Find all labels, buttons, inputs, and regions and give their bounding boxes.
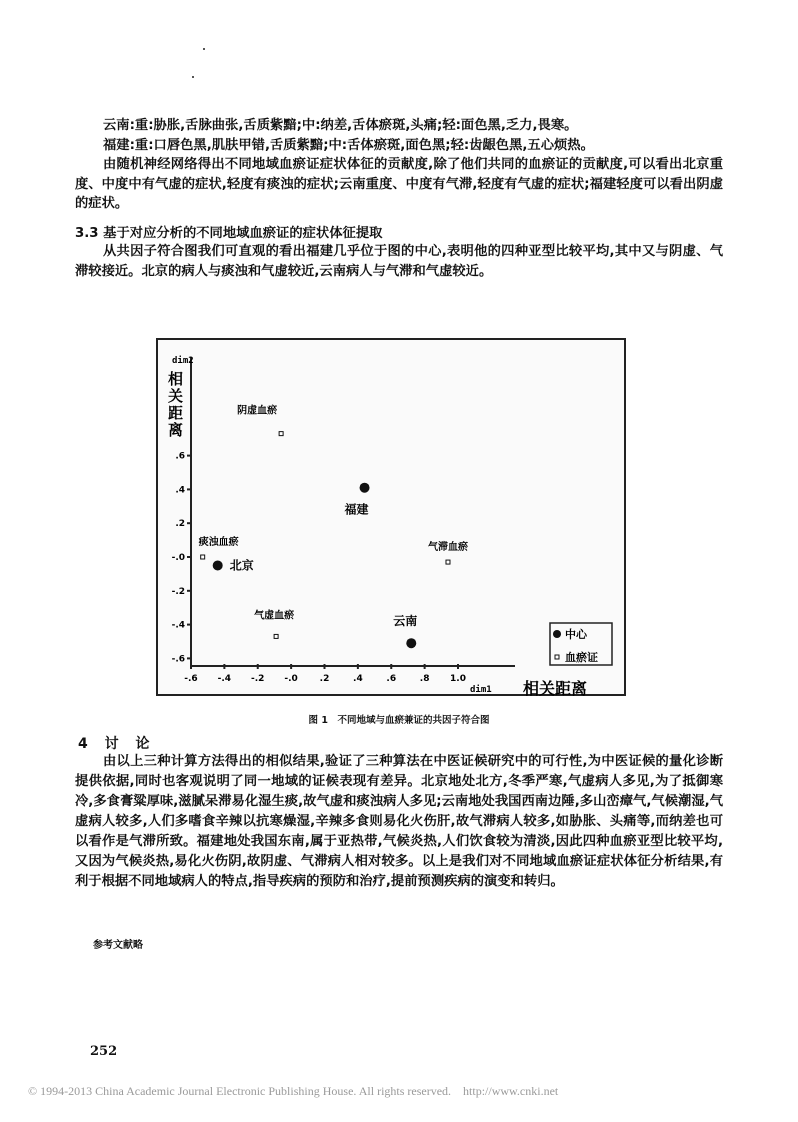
y-tick-label: .2 bbox=[175, 519, 185, 530]
x-tick-label: -.4 bbox=[217, 674, 232, 684]
y-axis-label-cn-char: 关 bbox=[168, 387, 184, 405]
data-point-label: 气虚血瘀 bbox=[254, 610, 295, 622]
x-axis-label: dim1 bbox=[470, 685, 492, 695]
y-tick-label: .4 bbox=[175, 485, 185, 496]
y-tick-label: -.4 bbox=[171, 620, 185, 631]
section-heading-4: 4 讨 论 bbox=[78, 736, 156, 752]
data-point-syndrome bbox=[446, 560, 450, 564]
data-point-label: 北京 bbox=[229, 558, 254, 573]
x-axis-label-cn: 相关距离 bbox=[523, 679, 588, 698]
data-point-center bbox=[406, 638, 416, 648]
legend-marker-syndrome bbox=[555, 655, 559, 659]
figure-caption: 图 1 不同地域与血瘀兼证的共因子符合图 bbox=[308, 715, 490, 726]
scan-speck bbox=[192, 76, 194, 78]
x-tick-label: .8 bbox=[419, 674, 430, 684]
correspondence-plot bbox=[155, 337, 629, 699]
y-tick-label: -.2 bbox=[171, 586, 185, 597]
legend-marker-center bbox=[553, 630, 561, 638]
scan-speck bbox=[203, 48, 205, 50]
data-point-center bbox=[213, 560, 223, 570]
y-axis-label-cn-char: 距 bbox=[168, 404, 184, 422]
paragraph-correspondence: 从共因子符合图我们可直观的看出福建几乎位于图的中心,表明他的四种亚型比较平均,其中又与阴虚、气滞较接近。北京的病人与痰浊和气虚较近,云南病人与气滞和气虚较近。 bbox=[75, 244, 723, 279]
x-tick-label: .2 bbox=[319, 674, 330, 684]
paragraph-discussion: 由以上三种计算方法得出的相似结果,验证了三种算法在中医证候研究中的可行性,为中医证候的量化诊断提供依据,同时也客观说明了同一地域的证候表现有差异。北京地处北方,冬季严寒,气虚病人多见,为了抵御寒冷,多食膏粱厚味,滋腻呆滞易化湿生痰,故气虚和痰浊病人多见;云南地处我国西南边陲,多山峦瘴气,气候潮湿,气虚病人较多,人们多嗜食辛辣以抗寒燥湿,辛辣多食则易化火伤肝,故气滞病人较多,如胁胀、头痛等,而纳差也可以看作是气滞所致。福建地处我国东南,属于亚热带,气候炎热,人们饮食较为清淡,因此四种血瘀亚型比较平均,又因为气候炎热,易化火伤阴,故阴虚、气滞病人相对较多。以上是我们对不同地域血瘀证症状体征分析结果,有利于根据不同地域病人的特点,指导疾病的预防和治疗,提前预测疾病的演变和转归。 bbox=[75, 754, 723, 889]
paragraph-network-result: 由随机神经网络得出不同地域血瘀证症状体征的贡献度,除了他们共同的血瘀证的贡献度,可以看出北京重度、中度中有气虚的症状,轻度有痰浊的症状;云南重度、中度有气滞,轻度有气虚的症状;福建轻度可以看出阴虚的症状。 bbox=[75, 157, 723, 211]
y-axis-label-cn-char: 相 bbox=[168, 370, 184, 388]
data-point-label: 阴虚血瘀 bbox=[237, 405, 278, 417]
references-heading: 参考文献略 bbox=[93, 940, 143, 951]
paragraph-yunnan: 云南:重:胁胀,舌脉曲张,舌质紫黯;中:纳差,舌体瘀斑,头痛;轻:面色黑,乏力,畏寒。 bbox=[103, 118, 578, 133]
paragraph-fujian: 福建:重:口唇色黑,肌肤甲错,舌质紫黯;中:舌体瘀斑,面色黑;轻:齿龈色黑,五心烦热。 bbox=[103, 137, 594, 153]
x-tick-label: -.2 bbox=[251, 674, 265, 684]
x-tick-label: -.6 bbox=[184, 674, 198, 684]
data-point-label: 气滞血瘀 bbox=[427, 542, 468, 554]
section-3-3-body bbox=[75, 242, 723, 281]
section-heading-3-3: 3.3 基于对应分析的不同地域血瘀证的症状体征提取 bbox=[75, 226, 383, 241]
x-tick-label: 1.0 bbox=[450, 674, 466, 684]
data-point-center bbox=[360, 483, 370, 493]
data-point-syndrome bbox=[274, 634, 278, 638]
data-point-label: 福建 bbox=[344, 502, 369, 517]
x-tick-label: .6 bbox=[386, 674, 397, 684]
y-tick-label: -.0 bbox=[171, 553, 185, 563]
y-tick-label: .6 bbox=[175, 451, 185, 462]
x-tick-label: .4 bbox=[353, 674, 363, 684]
legend-label-syndrome: 血瘀证 bbox=[565, 651, 598, 664]
data-point-label: 云南 bbox=[393, 614, 418, 629]
y-tick-label: -.6 bbox=[171, 654, 185, 665]
data-point-label: 痰浊血瘀 bbox=[198, 537, 239, 548]
body-text-top bbox=[75, 116, 723, 214]
page-number: 252 bbox=[90, 1044, 118, 1059]
data-point-syndrome bbox=[201, 555, 205, 559]
y-axis-label-cn-char: 离 bbox=[168, 421, 184, 439]
copyright-footer: © 1994-2013 China Academic Journal Electronic Publishing House. All rights reserved. http://www.cnki.net bbox=[28, 1084, 559, 1098]
legend-label-center: 中心 bbox=[565, 628, 587, 641]
y-axis-label: dim2 bbox=[172, 356, 194, 366]
data-point-syndrome bbox=[279, 432, 283, 436]
x-tick-label: -.0 bbox=[284, 674, 298, 684]
